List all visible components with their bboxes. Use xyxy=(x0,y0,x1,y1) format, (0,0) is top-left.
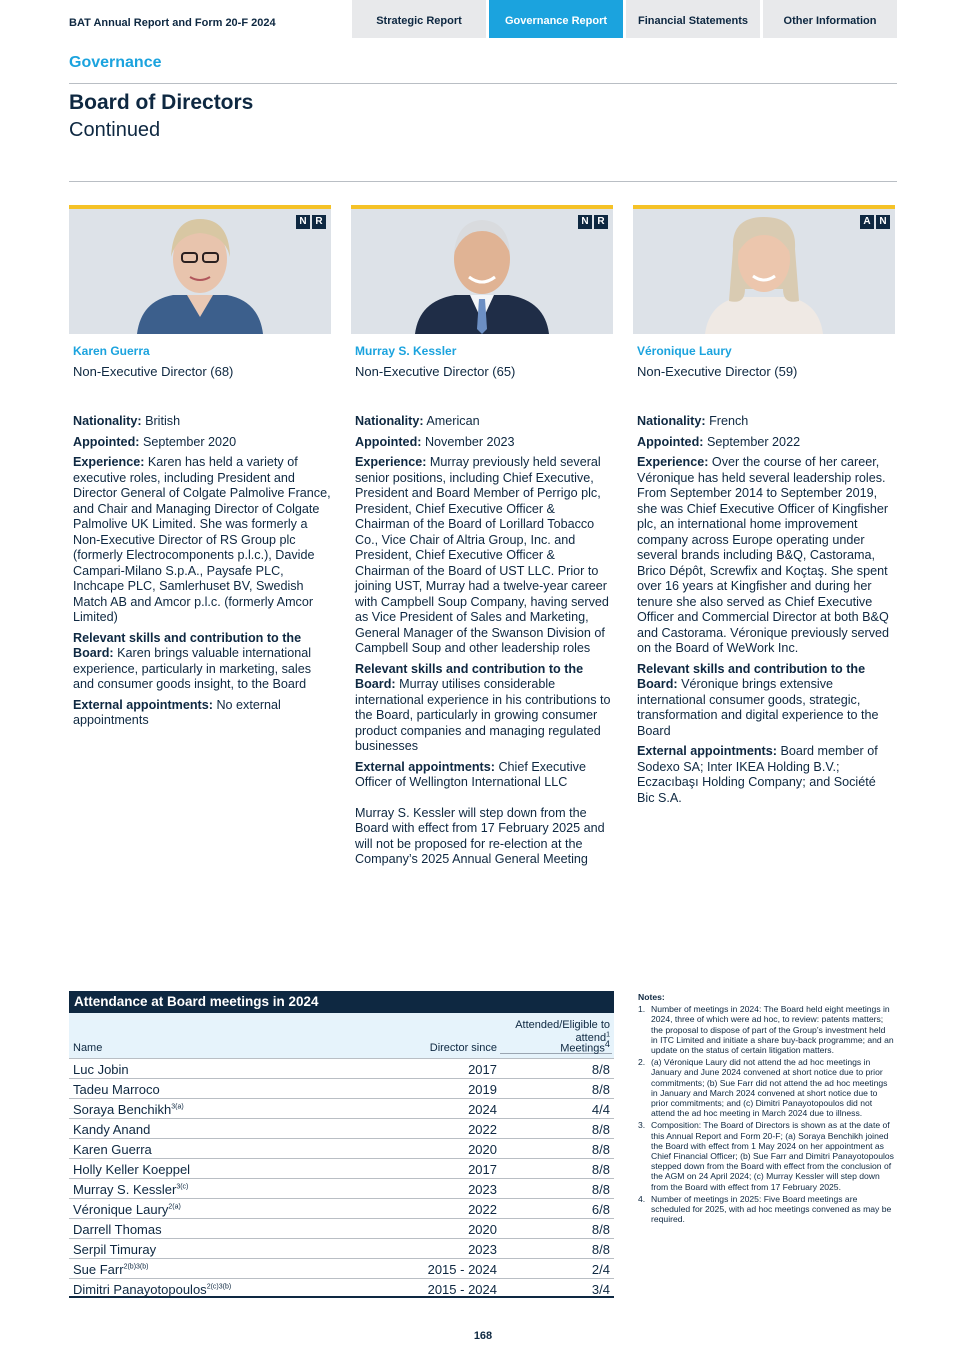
experience-label: Experience: xyxy=(73,455,145,469)
skills-text: Karen brings valuable international experience, particularly in marketing, sales and consumer goods insight, to the Board xyxy=(73,646,312,691)
table-row xyxy=(69,1098,614,1118)
cell-attendance: 8/8 xyxy=(591,1082,610,1097)
cell-attendance: 8/8 xyxy=(591,1162,610,1177)
cell-director-since: 2017 xyxy=(468,1162,497,1177)
committee-badges xyxy=(578,215,608,229)
appointed-label: Appointed: xyxy=(73,434,140,449)
table-row xyxy=(69,1158,614,1178)
skills-label: Relevant skills and contribution to the Board: xyxy=(355,661,584,691)
appointed-label: Appointed: xyxy=(637,434,704,449)
cell-attendance: 8/8 xyxy=(591,1242,610,1257)
cell-director-since: 2023 xyxy=(468,1242,497,1257)
nationality-label: Nationality: xyxy=(355,414,424,428)
column-header-attended-line2: attend xyxy=(575,1032,607,1044)
cell-attendance: 4/4 xyxy=(591,1102,610,1117)
cell-name: Soraya Benchikh$^{3(a)}$ xyxy=(73,1102,184,1117)
column-header-name: Name xyxy=(73,1042,103,1054)
cell-attendance: 6/8 xyxy=(591,1202,610,1217)
note-item xyxy=(638,1057,894,1118)
cell-name: Holly Keller Koeppel xyxy=(73,1162,191,1177)
table-row xyxy=(69,1238,614,1258)
note-number: 2. xyxy=(638,1057,646,1068)
external-appointments-text: No external appointments xyxy=(73,697,281,727)
cell-attendance: 8/8 xyxy=(591,1122,610,1137)
cell-name: Tadeu Marroco xyxy=(73,1082,160,1097)
director-name: Murray S. Kessler xyxy=(355,344,457,358)
external-appointments-label: External appointments: xyxy=(355,759,495,774)
cell-attendance: 8/8 xyxy=(591,1182,610,1197)
note-text: Number of meetings in 2025: Five Board meetings are scheduled for 2025, with ad hoc meetings convened as may be required. xyxy=(651,1193,892,1225)
cell-name: Serpil Timuray xyxy=(73,1242,157,1257)
nationality-label: Nationality: xyxy=(73,414,142,428)
divider xyxy=(69,181,897,182)
cell-director-since: 2023 xyxy=(468,1182,497,1197)
cell-name: Murray S. Kessler$^{3(c)}$ xyxy=(73,1182,189,1197)
director-photo xyxy=(633,205,895,334)
notes-title: Notes: xyxy=(638,992,665,1002)
note-item xyxy=(638,1004,894,1055)
cell-director-since: 2022 xyxy=(468,1122,497,1137)
director-card xyxy=(69,205,331,727)
column-header-meetings-label: Meetings xyxy=(560,1043,605,1055)
director-card xyxy=(633,205,895,805)
skills-text: Murray utilises considerable international experience in his contributions to the Board, particularly in growing consumer product companies and managing regulated businesses xyxy=(355,677,611,753)
committee-badges xyxy=(860,215,890,229)
skills-text: Véronique brings extensive international consumer goods, strategic, transformation and digital experience to the Board xyxy=(637,677,879,738)
cell-director-since: 2015 - 2024 xyxy=(427,1262,497,1277)
table-header xyxy=(69,1013,614,1058)
column-header-attended-line1: Attended/Eligible to xyxy=(515,1019,610,1031)
section-label: Governance xyxy=(69,54,162,71)
tab-other-information[interactable]: Other Information xyxy=(763,0,897,38)
table-body xyxy=(69,1058,614,1298)
committee-badge: R xyxy=(312,215,326,229)
note-text: (a) Véronique Laury did not attend the ad hoc meetings in January and June 2024 convened at short notice due to prior commitments; (b) Sue Farr did not attend the ad hoc meetings in January and March 2024 convened at short notice due to prior commitments; and (c) Dimitri Panayotopoulos did not attend the ad hoc meeting in March 2024 due to illness. xyxy=(651,1057,888,1119)
cell-name: Sue Farr$^{2(b)3(b)}$ xyxy=(73,1262,149,1277)
cell-attendance: 8/8 xyxy=(591,1062,610,1077)
experience-label: Experience: xyxy=(355,455,427,469)
note-number: 1. xyxy=(638,1004,646,1015)
appointed-label: Appointed: xyxy=(355,434,422,449)
director-role: Non-Executive Director (68) xyxy=(73,364,234,379)
footnote-ref: 4 xyxy=(604,1039,610,1050)
committee-badge: A xyxy=(860,215,874,229)
experience-text: Murray previously held several senior positions, including Chief Executive, President and Board Member of Perrigo plc, President, Chief Executive Officer & Chairman of the Board of Lorillard Tobacco Co., Vice Chair of Altria Group, Inc. and President, Chief Executive Officer & Chairman of the Board of UST LLC. Prior to joining UST, Murray had a twelve-year career with Campbell Soup Company, having served as Vice President of Sales and Marketing, General Manager of the Swanson Division of Campbell Soup and other leadership roles xyxy=(355,455,609,655)
nationality-value: French xyxy=(705,414,749,428)
experience-text: Karen has held a variety of executive roles, including President and Director General of Colgate Palmolive France, and Chair and Managing Director of Colgate Palmolive UK Limited. She was formerly a Non-Executive Director of RS Group plc (formerly Electrocomponents p.l.c.), Davide Campari-Milano S.p.A., Paysafe PLC, Inchcape PLC, Samlerhuset BV, Swedish Match AB and Amcor p.l.c. (formerly Amcor Limited) xyxy=(73,455,331,624)
cell-name: Luc Jobin xyxy=(73,1062,129,1077)
director-role: Non-Executive Director (65) xyxy=(355,364,516,379)
cell-director-since: 2020 xyxy=(468,1222,497,1237)
nationality-value: American xyxy=(423,414,480,428)
committee-badges xyxy=(296,215,326,229)
cell-name: Véronique Laury$^{2(a)}$ xyxy=(73,1202,181,1217)
appointed-value: November 2023 xyxy=(421,434,515,449)
page-subtitle: Continued xyxy=(69,119,161,141)
notes xyxy=(638,992,894,1226)
tab-governance-report[interactable]: Governance Report xyxy=(489,0,623,38)
external-appointments-text: Chief Executive Officer of Wellington International LLC xyxy=(355,759,586,789)
column-header-meetings xyxy=(560,1039,610,1055)
committee-badge: N xyxy=(296,215,310,229)
table-row xyxy=(69,1178,614,1198)
appointed-value: September 2022 xyxy=(703,434,801,449)
cell-director-since: 2017 xyxy=(468,1062,497,1077)
table-row xyxy=(69,1118,614,1138)
nationality-value: British xyxy=(141,414,181,428)
table-row xyxy=(69,1218,614,1238)
external-appointments-label: External appointments: xyxy=(637,744,777,758)
appointed-value: September 2020 xyxy=(139,434,237,449)
cell-name: Karen Guerra xyxy=(73,1142,152,1157)
cell-attendance: 8/8 xyxy=(591,1222,610,1237)
committee-badge: R xyxy=(594,215,608,229)
tab-strategic-report[interactable]: Strategic Report xyxy=(352,0,486,38)
director-photo xyxy=(69,205,331,334)
cell-name: Dimitri Panayotopoulos$^{2(c)3(b)}$ xyxy=(73,1282,232,1297)
nationality-label: Nationality: xyxy=(637,414,706,428)
cell-name: Darrell Thomas xyxy=(73,1222,162,1237)
table-title: Attendance at Board meetings in 2024 xyxy=(69,991,614,1013)
report-title: BAT Annual Report and Form 20-F 2024 xyxy=(69,17,276,29)
experience-text: Over the course of her career, Véronique has held several leadership roles. From September 2014 to September 2019, she was Chief Executive Officer of Kingfisher plc, an international home improvement company across Europe operating under several brands including B&Q, Castorama, Brico Dépôt, Screwfix and Koçtaş. She spent over 16 years at Kingfisher and during her tenure she also served as Chief Executive Officer and Commercial Director at both B&Q and Castorama. Véronique previously served on the Board of WeWork Inc. xyxy=(637,455,890,655)
note-item xyxy=(638,1194,894,1225)
experience-label: Experience: xyxy=(637,455,709,469)
note-text: Number of meetings in 2024: The Board held eight meetings in 2024, three of which were ad hoc, to review: patents matters; the proposal to dispose of part of the Group’s investment held in ITC Limited and initiate a share buy-back programme; and an update on the status of certain litigation matters. xyxy=(651,1004,894,1056)
cell-attendance: 3/4 xyxy=(591,1282,610,1297)
note-text: Composition: The Board of Directors is shown as at the date of this Annual Report and Form 20-F; (a) Soraya Benchikh joined the Board with effect from 1 May 2024 on her appointment as Chief Financial Officer; (b) Sue Farr and Dimitri Panayotopoulos stepped down from the Board with effect from the conclusion of the AGM on 24 April 2024; (c) Murray Kessler will step down from the Board with effect from 17 February 2025. xyxy=(651,1120,894,1192)
section-tabs xyxy=(352,0,897,38)
skills-label: Relevant skills and contribution to the Board: xyxy=(73,630,302,660)
table-row xyxy=(69,1258,614,1278)
cell-director-since: 2020 xyxy=(468,1142,497,1157)
page-title: Board of Directors xyxy=(69,91,254,114)
table-row xyxy=(69,1198,614,1218)
external-appointments-text: Board member of Sodexo SA; Inter IKEA Holding B.V.; Eczacıbaşı Holding Company; and Société Bic S.A. xyxy=(637,744,878,805)
table-row xyxy=(69,1078,614,1098)
skills-label: Relevant skills and contribution to the Board: xyxy=(637,661,866,691)
director-role: Non-Executive Director (59) xyxy=(637,364,798,379)
cell-director-since: 2022 xyxy=(468,1202,497,1217)
committee-badge: N xyxy=(876,215,890,229)
cell-director-since: 2024 xyxy=(468,1102,497,1117)
cell-attendance: 2/4 xyxy=(591,1262,610,1277)
committee-badge: N xyxy=(578,215,592,229)
cell-attendance: 8/8 xyxy=(591,1142,610,1157)
attendance-table xyxy=(69,991,614,1298)
column-header-director-since: Director since xyxy=(429,1042,497,1054)
footnote-ref: 1 xyxy=(606,1031,610,1039)
table-row xyxy=(69,1138,614,1158)
note-number: 4. xyxy=(638,1193,646,1204)
table-row xyxy=(69,1058,614,1078)
director-bio xyxy=(637,414,895,811)
note-item xyxy=(638,1120,894,1191)
director-name: Véronique Laury xyxy=(637,344,732,358)
cell-director-since: 2019 xyxy=(468,1082,497,1097)
external-appointments-label: External appointments: xyxy=(73,697,213,712)
table-row xyxy=(69,1278,614,1298)
director-bio xyxy=(73,414,331,734)
director-name: Karen Guerra xyxy=(73,344,150,358)
divider xyxy=(69,83,897,84)
tab-financial-statements[interactable]: Financial Statements xyxy=(626,0,760,38)
step-down-note: Murray S. Kessler will step down from the Board with effect from 17 February 2025 and will not be proposed for re-election at the Company’s 2025 Annual General Meeting xyxy=(355,805,605,866)
director-bio xyxy=(355,414,613,873)
note-number: 3. xyxy=(638,1120,646,1131)
director-photo xyxy=(351,205,613,334)
director-card xyxy=(351,205,613,866)
cell-name: Kandy Anand xyxy=(73,1122,151,1137)
page-number: 168 xyxy=(473,1330,493,1342)
cell-director-since: 2015 - 2024 xyxy=(427,1282,497,1297)
